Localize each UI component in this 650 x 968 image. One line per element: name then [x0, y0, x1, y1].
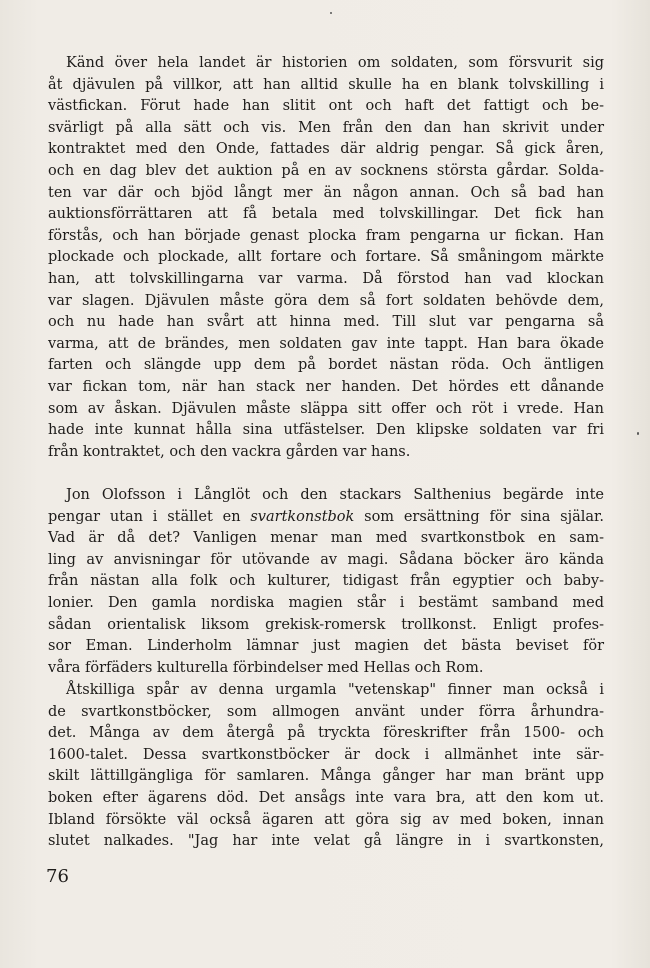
text-line: var fickan tom, när han stack ner handen. Det hördes ett dånande — [48, 378, 604, 395]
text-line: västfickan. Förut hade han slitit ont och haft det fattigt och be- — [48, 98, 604, 115]
text-line: slutet nalkades. "Jag har inte velat gå längre in i svartkonsten, — [48, 833, 604, 850]
text-line: 1600-talet. Dessa svartkonstböcker är dock i allmänhet inte sär- — [48, 746, 604, 763]
text-line: ling av anvisningar för utövande av magi. Sådana böcker äro kända — [48, 551, 604, 568]
text-line: och nu hade han svårt att hinna med. Till slut var pengarna så — [48, 314, 604, 331]
text-line: de svartkonstböcker, som allmogen använt under förra århundra- — [48, 703, 604, 720]
print-speck — [637, 432, 639, 435]
text-line: sor Eman. Linderholm lämnar just magien det bästa beviset för — [48, 638, 604, 655]
print-speck — [330, 12, 332, 14]
text-line: sådan orientalisk liksom grekisk-romersk trollkonst. Enligt profes- — [48, 616, 604, 633]
text-line: auktionsförrättaren att få betala med tolvskillingar. Det fick han — [48, 206, 604, 223]
text-line: han, att tolvskillingarna var varma. Då förstod han vad klockan — [48, 270, 604, 287]
text-line: plockade och plockade, allt fortare och fortare. Så småningom märkte — [48, 249, 604, 266]
italic-term: svartkonstbok — [250, 508, 355, 525]
page-number: 76 — [46, 866, 69, 887]
text-line: från kontraktet, och den vackra gården var hans. — [48, 443, 411, 460]
paragraph-2 — [48, 485, 604, 679]
text-line: hade inte kunnat hålla sina utfästelser. Den klipske soldaten var fri — [48, 422, 604, 439]
text-line: varma, att de brändes, men soldaten gav inte tappt. Han bara ökade — [48, 335, 604, 352]
text-line: lonier. Den gamla nordiska magien står i bestämt samband med — [48, 594, 604, 611]
text-fragment: som ersättning för sina själar. — [354, 508, 604, 525]
text-line: Ibland försökte väl också ägaren att göra sig av med boken, innan — [48, 811, 604, 828]
text-line: som av åskan. Djävulen måste släppa sitt offer och röt i vrede. Han — [48, 400, 604, 417]
text-line: åt djävulen på villkor, att han alltid skulle ha en blank tolvskilling i — [48, 76, 604, 93]
text-line: ten var där och bjöd långt mer än någon annan. Och så bad han — [48, 184, 604, 201]
paragraph-1 — [48, 53, 604, 463]
paragraph-3 — [48, 680, 604, 853]
text-line: svärligt på alla sätt och vis. Men från den dan han skrivit under — [48, 119, 604, 136]
text-line: Jon Olofsson i Långlöt och den stackars Salthenius begärde inte — [66, 487, 604, 503]
text-fragment: pengar utan i stället en — [48, 508, 251, 525]
text-line: farten och slängde upp dem på bordet nästan röda. Och äntligen — [48, 357, 604, 374]
text-line: kontraktet med den Onde, fattades där aldrig pengar. Så gick åren, — [48, 141, 604, 158]
text-line: Åtskilliga spår av denna urgamla "vetenskap" finner man också i — [66, 682, 604, 698]
text-line: Vad är då det? Vanligen menar man med svartkonstbok en sam- — [48, 530, 604, 547]
text-line: Känd över hela landet är historien om soldaten, som försvurit sig — [66, 55, 604, 71]
text-line: det. Många av dem återgå på tryckta föreskrifter från 1500- och — [48, 725, 604, 742]
text-line: förstås, och han började genast plocka fram pengarna ur fickan. Han — [48, 227, 604, 244]
text-line: våra förfäders kulturella förbindelser med Hellas och Rom. — [48, 659, 484, 676]
text-line: var slagen. Djävulen måste göra dem så fort soldaten behövde dem, — [48, 292, 604, 309]
text-line — [48, 507, 604, 529]
text-line: från nästan alla folk och kulturer, tidigast från egyptier och baby- — [48, 573, 604, 590]
text-line: skilt lättillgängliga för samlaren. Många gånger har man bränt upp — [48, 768, 604, 785]
text-line: boken efter ägarens död. Det ansågs inte vara bra, att den kom ut. — [48, 789, 604, 806]
text-line: och en dag blev det auktion på en av socknens största gårdar. Solda- — [48, 162, 604, 179]
